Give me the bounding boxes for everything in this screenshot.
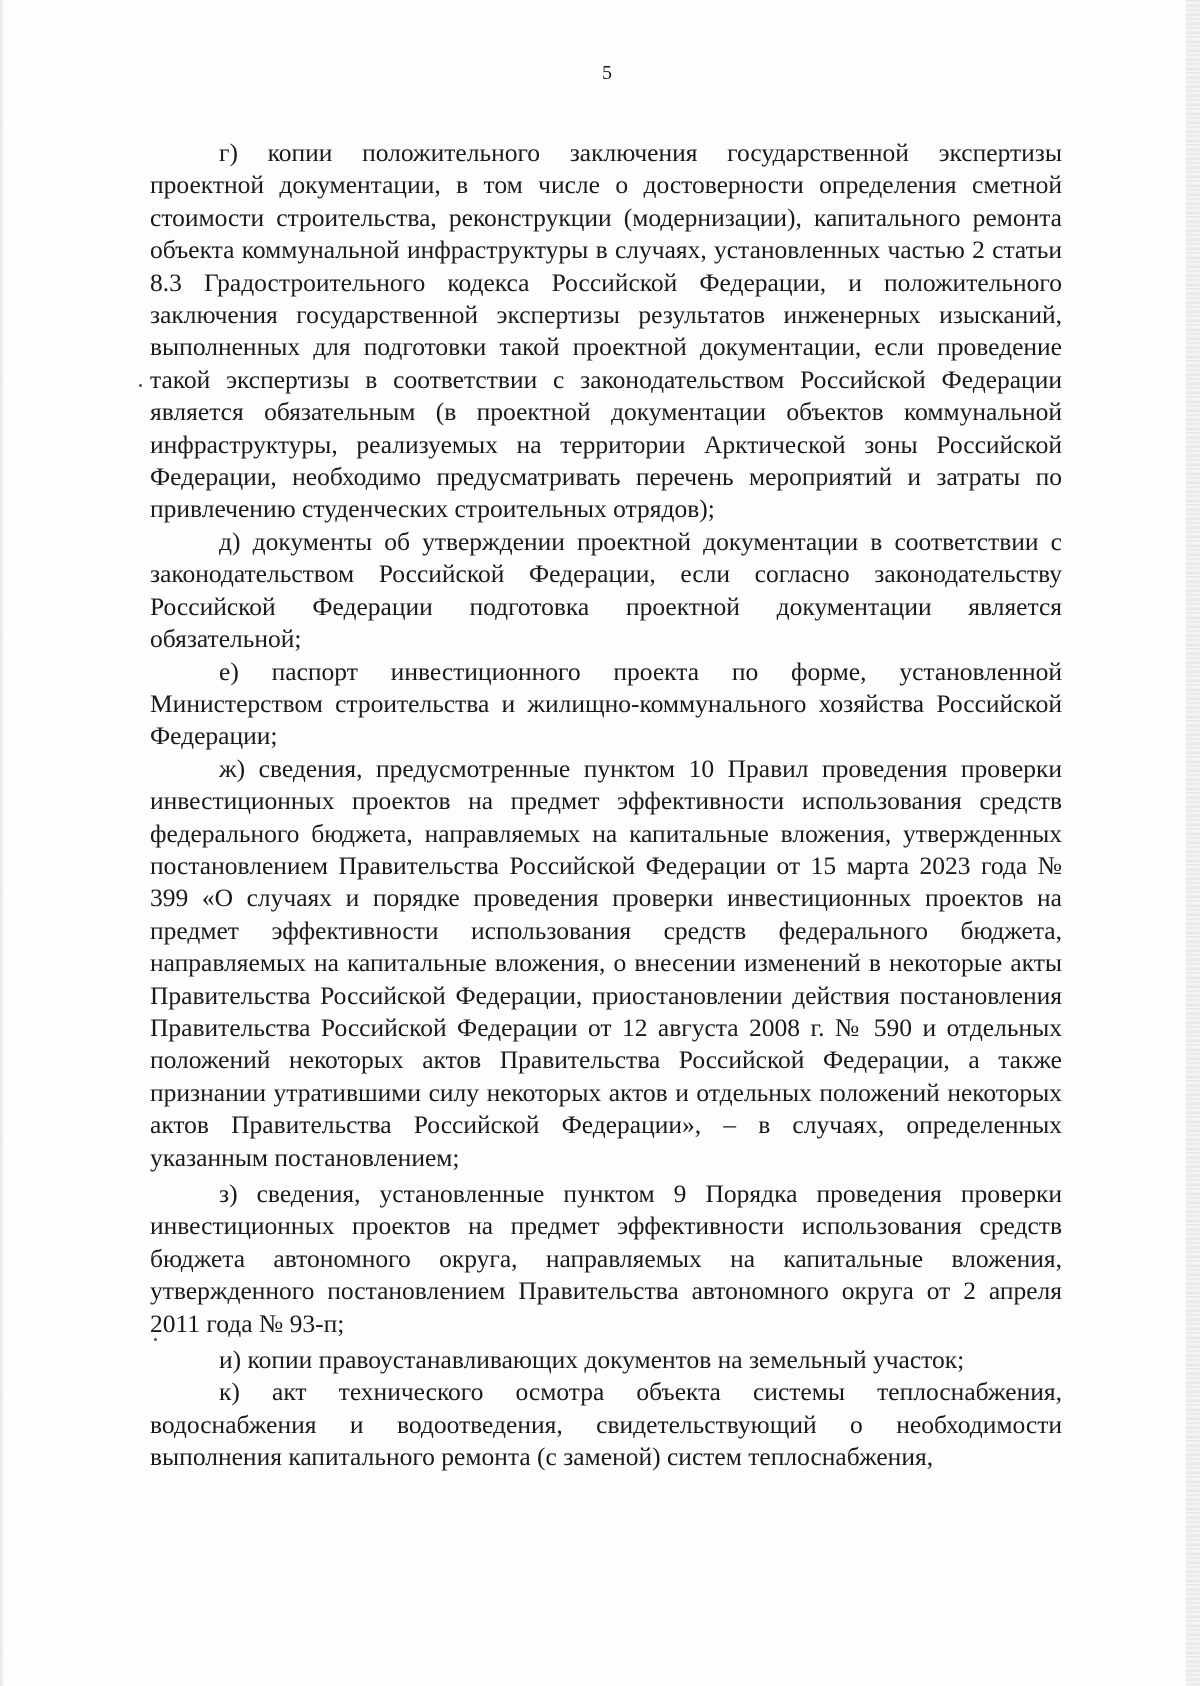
paragraph-g: г) копии положительного заключения государственной экспертизы проектной документации, в том числе о достоверности определения сметной стоимости строительства, реконструкции (модернизации), капитального ремонта объекта коммунальной инфраструктуры в случаях, установленных частью 2 статьи 8.3 Градостроительного кодекса Российской Федерации, и положительного заключения государственной экспертизы результатов инженерных изысканий, выполненных для подготовки такой проектной документации, если проведение такой экспертизы в соответствии с законодательством Российской Федерации является обязательным (в проектной документации объектов коммунальной инфраструктуры, реализуемых на территории Арктической зоны Российской Федерации, необходимо предусматривать перечень мероприятий и затраты по привлечению студенческих строительных отрядов); bbox=[150, 138, 1062, 524]
paragraph-zh: ж) сведения, предусмотренные пунктом 10 Правил проведения проверки инвестиционных проектов на предмет эффективности использования средств федерального бюджета, направляемых на капитальные вложения, утвержденных постановлением Правительства Российской Федерации от 15 марта 2023 года № 399 «О случаях и порядке проведения проверки инвестиционных проектов на предмет эффективности использования средств федерального бюджета, направляемых на капитальные вложения, о внесении изменений в некоторые акты Правительства Российской Федерации, приостановлении действия постановления Правительства Российской Федерации от 12 августа 2008 г. № 590 и отдельных положений некоторых актов Правительства Российской Федерации, а также признании утратившими силу некоторых актов и отдельных положений некоторых актов Правительства Российской Федерации», – в случаях, определенных указанным постановлением; bbox=[150, 753, 1062, 1172]
paragraph-e: е) паспорт инвестиционного проекта по форме, установленной Министерством строительства и жилищно-коммунального хозяйства Российской Федерации; bbox=[150, 656, 1062, 751]
scan-edge-left bbox=[0, 0, 5, 1686]
paragraph-i: и) копии правоустанавливающих документов на земельный участок; bbox=[219, 1345, 965, 1375]
paragraph-z: з) сведения, установленные пунктом 9 Порядка проведения проверки инвестиционных проектов на предмет эффективности использования средств бюджета автономного округа, направляемых на капитальные вложения, утвержденного постановлением Правительства автономного округа от 2 апреля 2011 года № 93-п; bbox=[150, 1179, 1062, 1338]
scan-speck bbox=[154, 1338, 157, 1341]
paragraph-d: д) документы об утверждении проектной документации в соответствии с законодательством Российской Федерации, если согласно законодательству Российской Федерации подготовка проектной документации является обязательной; bbox=[150, 526, 1062, 654]
document-body bbox=[150, 137, 1062, 1474]
paragraph-k: к) акт технического осмотра объекта системы теплоснабжения, водоснабжения и водоотведения, свидетельствующий о необходимости выполнения капитального ремонта (с заменой) систем теплоснабжения, bbox=[150, 1377, 1062, 1472]
page-number: 5 bbox=[602, 62, 612, 84]
scan-speck bbox=[139, 384, 142, 387]
scan-edge-right bbox=[1186, 0, 1200, 1686]
